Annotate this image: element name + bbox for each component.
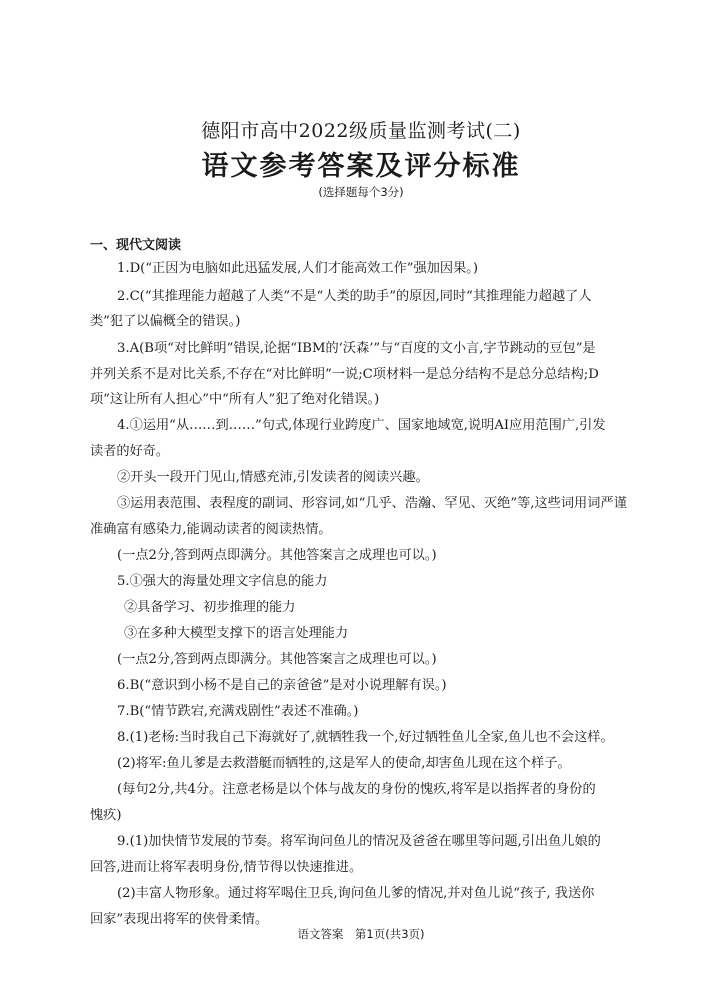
page-footer: 语文答案 第1页(共3页): [297, 927, 425, 941]
answer-line: 2.C(“其推理能力超越了人类”不是“人类的助手”的原因,同时“其推理能力超越了人: [117, 289, 592, 304]
answer-line: 项“这让所有人担心”中“所有人”犯了绝对化错误。): [90, 392, 380, 407]
answer-line: (2)将军:鱼儿爹是去救潜艇而牺牲的,这是军人的使命,却害鱼儿现在这个样子。: [117, 756, 571, 771]
answer-line: 回家”表现出将军的侠骨柔情。: [90, 912, 269, 927]
answer-line: ③运用表范围、表程度的副词、形容词,如“几乎、浩瀚、罕见、灭绝”等,这些词用词严谨: [117, 496, 627, 511]
answer-line: 准确富有感染力,能调动读者的阅读热情。: [90, 522, 332, 537]
answer-line: 6.B(“意识到小杨不是自己的亲爸爸”是对小说理解有误。): [117, 678, 447, 693]
document-main-title: 语文参考答案及评分标准: [201, 151, 521, 182]
answer-line: 9.(1)加快情节发展的节奏。将军询问鱼儿的情况及爸爸在哪里等问题,引出鱼儿娘的: [117, 834, 601, 849]
answer-line: (一点2分,答到两点即满分。其他答案言之成理也可以。): [117, 548, 437, 563]
answer-line: (一点2分,答到两点即满分。其他答案言之成理也可以。): [117, 652, 437, 667]
answer-line: ③在多种大模型支撑下的语言处理能力: [124, 626, 349, 641]
section-heading: 一、现代文阅读: [90, 238, 182, 253]
answer-line: 愧疚): [90, 808, 122, 823]
answer-line: 5.①强大的海量处理文字信息的能力: [117, 574, 328, 589]
answer-line: 1.D(“正因为电脑如此迅猛发展,人们才能高效工作”强加因果。): [117, 261, 479, 276]
answer-line: 8.(1)老杨:当时我自己下海就好了,就牺牲我一个,好过牺牲鱼儿全家,鱼儿也不会这样。: [117, 730, 614, 745]
answer-line: 7.B(“情节跌宕,充满戏剧性”表述不准确。): [117, 704, 359, 719]
scoring-note: (选择题每个3分): [318, 185, 404, 199]
exam-title: 德阳市高中2022级质量监测考试(二): [201, 120, 521, 142]
answer-line: (每句2分,共4分。注意老杨是以个体与战友的身份的愧疚,将军是以指挥者的身份的: [117, 782, 596, 797]
answer-line: 类”犯了以偏概全的错误。): [90, 314, 241, 329]
answer-line: 读者的好奇。: [90, 444, 170, 459]
answer-line: 3.A(B项“对比鲜明”错误,论据“IBM的‘沃森’”与“百度的文小言,字节跳动的豆包”是: [117, 341, 596, 356]
answer-line: 回答,进而让将军表明身份,情节得以快速推进。: [90, 860, 363, 875]
answer-line: 并列关系不是对比关系,不存在“对比鲜明”一说;C项材料一是总分结构不是总分总结构;D: [90, 367, 599, 382]
answer-line: 4.①运用“从……到……”句式,体现行业跨度广、国家地域宽,说明AI应用范围广,引发: [117, 418, 606, 433]
answer-line: (2)丰富人物形象。通过将军喝住卫兵,询问鱼儿爹的情况,并对鱼儿说“孩子, 我送你: [117, 886, 595, 901]
answer-line: ②具备学习、初步推理的能力: [124, 600, 296, 615]
answer-line: ②开头一段开门见山,情感充沛,引发读者的阅读兴趣。: [117, 470, 429, 485]
